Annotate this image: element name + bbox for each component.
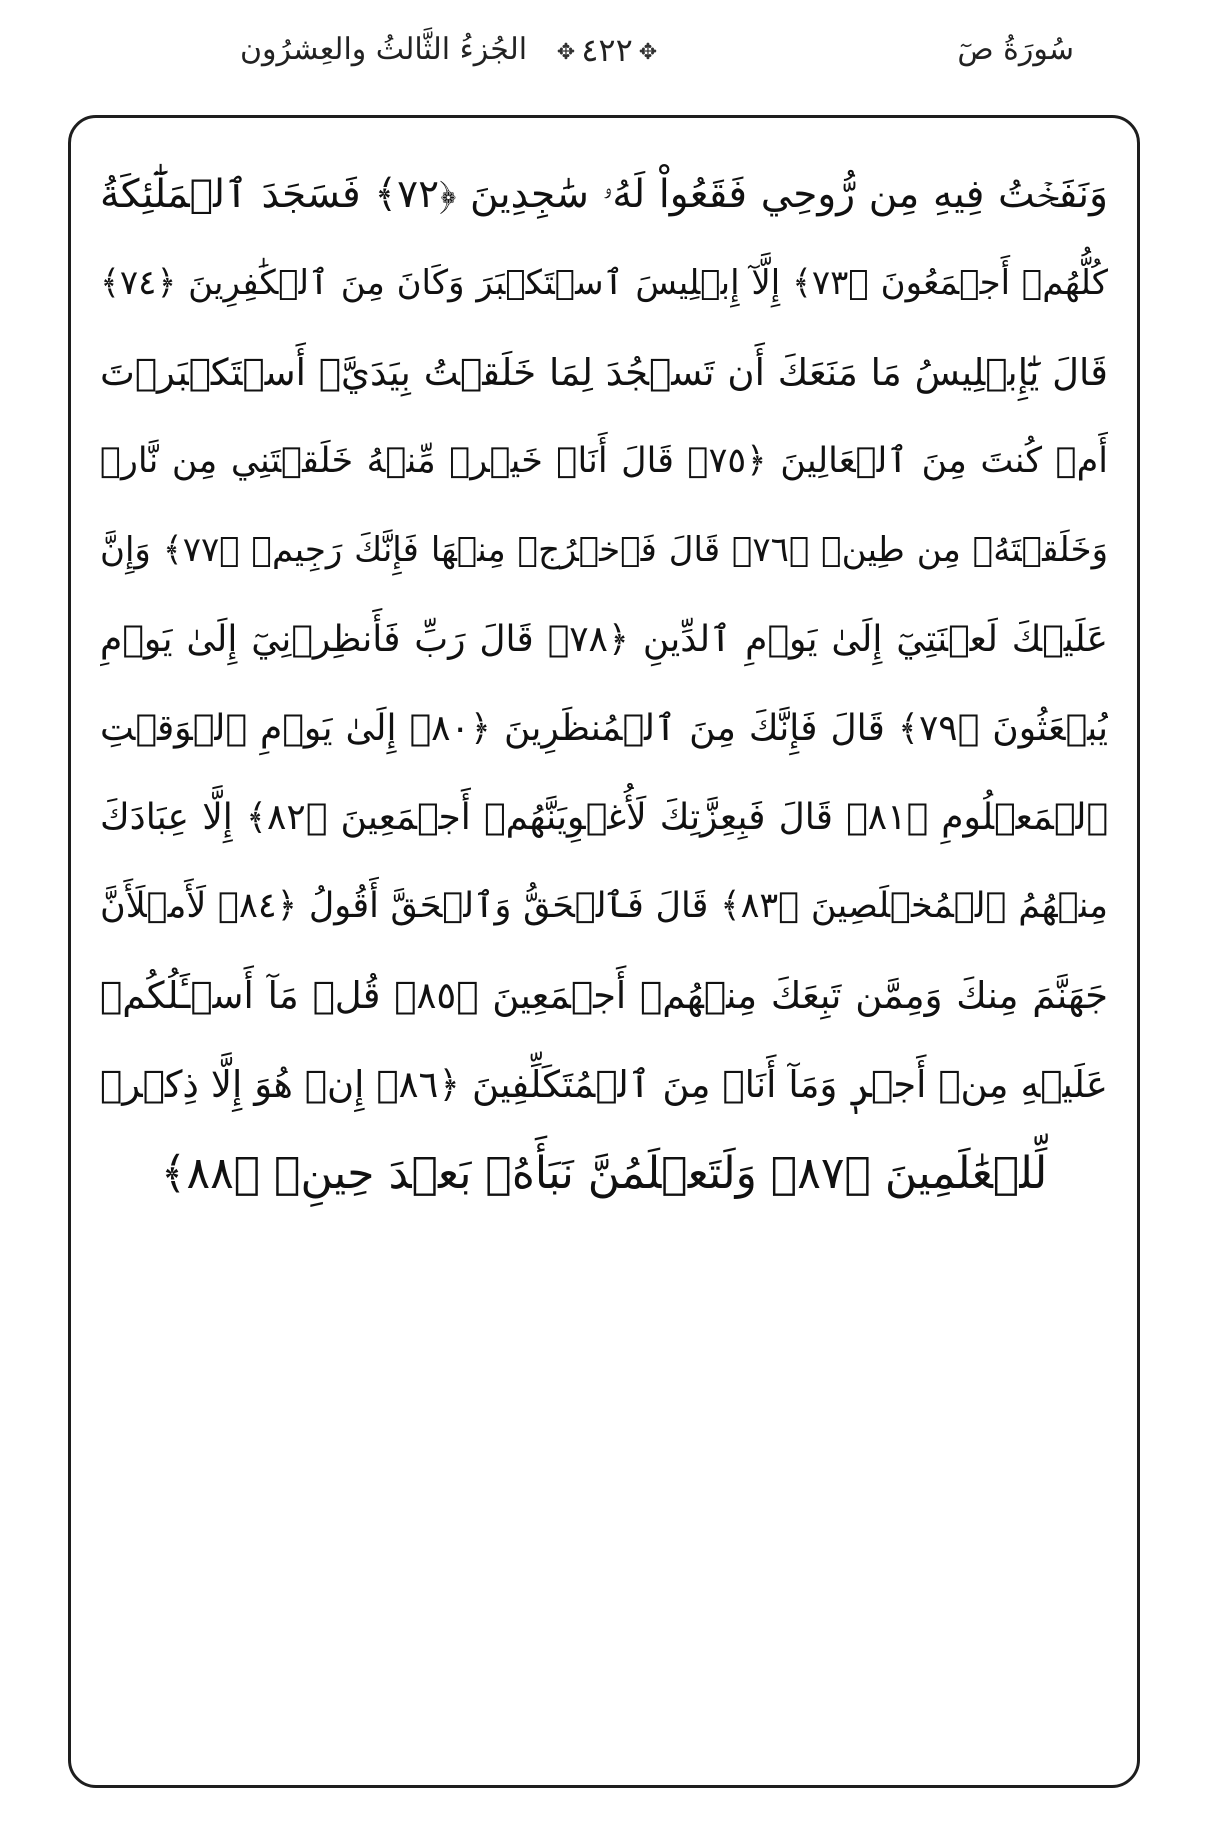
text-line: أَمۡ كُنتَ مِنَ ٱلۡعَالِينَ ﴿٧٥﴾ قَالَ أَنَا۠ خَيۡرٞ مِّنۡهُ خَلَقۡتَنِي مِن نَّارٖ bbox=[100, 441, 1108, 481]
page-header bbox=[0, 18, 1214, 88]
text-line: عَلَيۡكَ لَعۡنَتِيٓ إِلَىٰ يَوۡمِ ٱلدِّينِ ﴿٧٨﴾ قَالَ رَبِّ فَأَنظِرۡنِيٓ إِلَىٰ يَوۡمِ bbox=[100, 619, 1108, 660]
text-line: يُبۡعَثُونَ ﴿٧٩﴾ قَالَ فَإِنَّكَ مِنَ ٱلۡمُنظَرِينَ ﴿٨٠﴾ إِلَىٰ يَوۡمِ ٱلۡوَقۡتِ bbox=[100, 708, 1108, 749]
page-number-block bbox=[0, 28, 1214, 75]
juz-name: الجُزءُ الثَّالثُ والعِشرُون bbox=[240, 32, 528, 67]
text-line: ٱلۡمَعۡلُومِ ﴿٨١﴾ قَالَ فَبِعِزَّتِكَ لَأُغۡوِيَنَّهُمۡ أَجۡمَعِينَ ﴿٨٢﴾ إِلَّا عِبَادَكَ bbox=[100, 797, 1108, 838]
text-line: وَخَلَقۡتَهُۥ مِن طِينٖ ﴿٧٦﴾ قَالَ فَٱخۡرُجۡ مِنۡهَا فَإِنَّكَ رَجِيمٞ ﴿٧٧﴾ وَإِنَّ bbox=[100, 530, 1108, 570]
text-line: قَالَ يَٰٓإِبۡلِيسُ مَا مَنَعَكَ أَن تَسۡجُدَ لِمَا خَلَقۡتُ بِيَدَيَّۖ أَسۡتَكۡبَرۡتَ bbox=[100, 351, 1108, 394]
text-line: عَلَيۡهِ مِنۡ أَجۡرٖ وَمَآ أَنَا۠ مِنَ ٱلۡمُتَكَلِّفِينَ ﴿٨٦﴾ إِنۡ هُوَ إِلَّا ذِكۡرٞ bbox=[100, 1063, 1108, 1106]
quran-text-body bbox=[100, 150, 1108, 1218]
text-line-last: لِّلۡعَٰلَمِينَ ﴿٨٧﴾ وَلَتَعۡلَمُنَّ نَبَأَهُۥ بَعۡدَ حِينِۭ ﴿٨٨﴾ bbox=[160, 1148, 1048, 1199]
page-number: ٤٢٢ bbox=[581, 31, 633, 69]
ornament-icon: ✥ bbox=[556, 39, 576, 65]
ornament-icon: ✥ bbox=[638, 39, 658, 65]
text-line: جَهَنَّمَ مِنكَ وَمِمَّن تَبِعَكَ مِنۡهُمۡ أَجۡمَعِينَ ﴿٨٥﴾ قُلۡ مَآ أَسۡـَٔلُكُمۡ bbox=[100, 974, 1108, 1017]
text-line: وَنَفَخۡتُ فِيهِ مِن رُّوحِي فَقَعُواْ لَهُۥ سَٰجِدِينَ ﴿٧٢﴾ فَسَجَدَ ٱلۡمَلَٰٓئِكَةُ bbox=[100, 172, 1108, 217]
text-line: كُلُّهُمۡ أَجۡمَعُونَ ﴿٧٣﴾ إِلَّآ إِبۡلِيسَ ٱسۡتَكۡبَرَ وَكَانَ مِنَ ٱلۡكَٰفِرِينَ ﴿٧٤﴾ bbox=[100, 263, 1108, 303]
text-line: مِنۡهُمُ ٱلۡمُخۡلَصِينَ ﴿٨٣﴾ قَالَ فَٱلۡحَقُّ وَٱلۡحَقَّ أَقُولُ ﴿٨٤﴾ لَأَمۡلَأَنَّ bbox=[100, 886, 1108, 926]
surah-name: سُورَةُ صٓ bbox=[957, 32, 1074, 67]
